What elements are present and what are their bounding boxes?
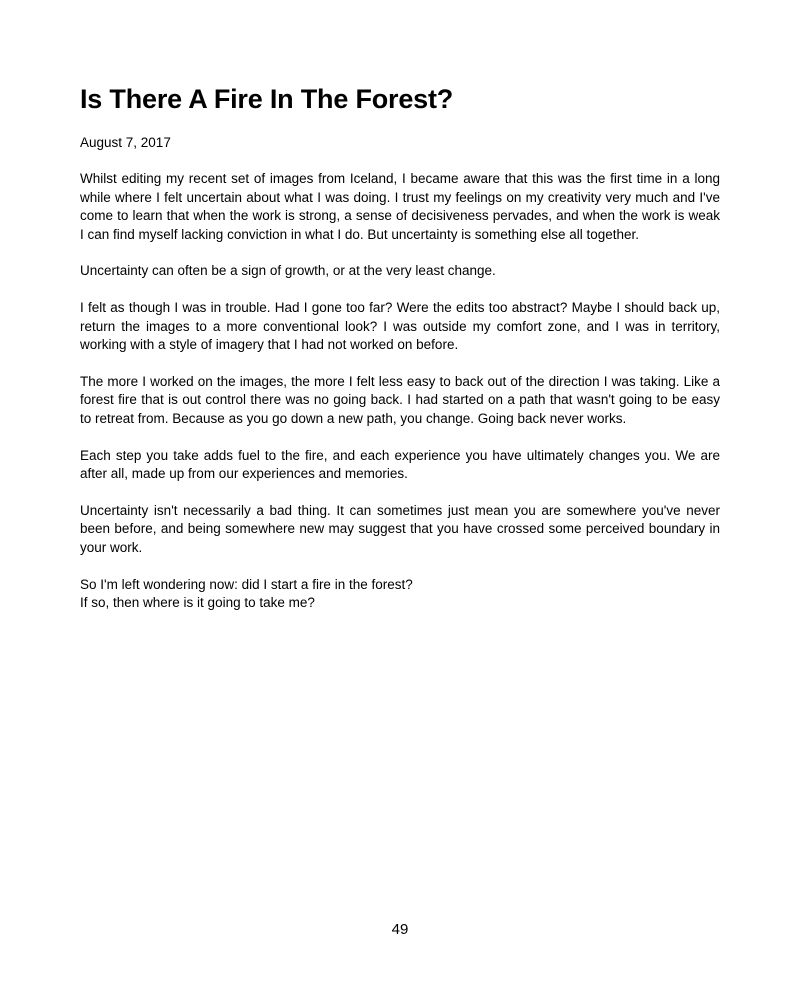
- page-number: 49: [391, 921, 409, 938]
- paragraph-2: Uncertainty can often be a sign of growth, or at the very least change.: [80, 263, 496, 279]
- closing-line-2: If so, then where is it going to take me?: [80, 595, 315, 611]
- article-date: August 7, 2017: [80, 135, 171, 150]
- article-title: Is There A Fire In The Forest?: [80, 84, 454, 114]
- paragraph-5: Each step you take adds fuel to the fire, and each experience you have ultimately changes you. We are after all, made up from our experiences and memories.: [80, 447, 720, 482]
- paragraph-3: I felt as though I was in trouble. Had I gone too far? Were the edits too abstract? Maybe I should back up, return the images to a more conventional look? I was outside my comfort zone, and I was in territory, working with a style of imagery that I had not worked on before.: [80, 299, 720, 353]
- paragraph-1: Whilst editing my recent set of images from Iceland, I became aware that this was the first time in a long while where I felt uncertain about what I was doing. I trust my feelings on my creativity very much and I've come to learn that when the work is strong, a sense of decisiveness pervades, and when the work is weak I can find myself lacking conviction in what I do. But uncertainty is something else all together.: [80, 171, 720, 242]
- closing-line-1: So I'm left wondering now: did I start a fire in the forest?: [80, 576, 413, 592]
- paragraph-6: Uncertainty isn't necessarily a bad thing. It can sometimes just mean you are somewhere you've never been before, and being somewhere new may suggest that you have crossed some perceived boundary in your work.: [80, 502, 720, 555]
- paragraph-4: The more I worked on the images, the more I felt less easy to back out of the direction I was taking. Like a forest fire that is out control there was no going back. I had started on a path that wasn't going to be easy to retreat from. Because as you go down a new path, you change. Going back never works.: [80, 373, 720, 426]
- closing-paragraph: [80, 576, 720, 613]
- article: [80, 82, 720, 613]
